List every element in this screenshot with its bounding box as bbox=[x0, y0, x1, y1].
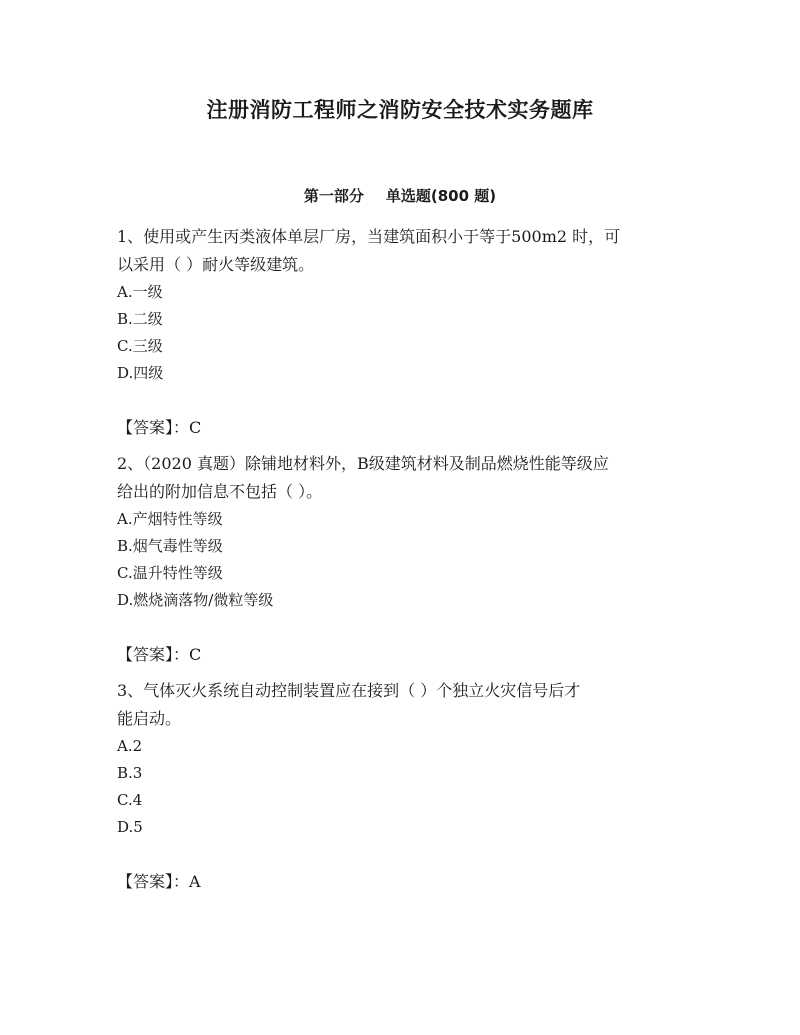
option-b: B.3 bbox=[117, 764, 143, 782]
option-list bbox=[117, 733, 677, 841]
question-stem-line: 2、（2020 真题）除铺地材料外，B级建筑材料及制品燃烧性能等级应 bbox=[117, 454, 609, 473]
option-a: A.2 bbox=[117, 737, 143, 755]
option-b: B.烟气毒性等级 bbox=[117, 537, 223, 555]
answer-value: A bbox=[189, 872, 201, 891]
answer-value: C bbox=[189, 418, 202, 437]
answer-line bbox=[117, 641, 677, 669]
option-list bbox=[117, 279, 677, 387]
section-name: 单选题(800 题) bbox=[385, 187, 497, 205]
option-list bbox=[117, 506, 677, 614]
option-d: D.燃烧滴落物/微粒等级 bbox=[117, 591, 274, 609]
option-c: C.温升特性等级 bbox=[117, 564, 223, 582]
question-stem-line: 1、使用或产生丙类液体单层厂房，当建筑面积小于等于500m2 时，可 bbox=[117, 227, 621, 246]
answer-label: 【答案】： bbox=[117, 872, 190, 891]
section-part: 第一部分 bbox=[303, 187, 364, 205]
question-stem bbox=[117, 450, 677, 506]
question-stem-line: 以采用（ ）耐火等级建筑。 bbox=[117, 255, 315, 274]
option-b: B.二级 bbox=[117, 310, 163, 328]
question-stem-line: 3、气体灭火系统自动控制装置应在接到（ ）个独立火灾信号后才 bbox=[117, 681, 581, 700]
answer-value: C bbox=[189, 645, 202, 664]
question-stem bbox=[117, 677, 677, 733]
question-stem bbox=[117, 223, 677, 279]
question-stem-line: 给出的附加信息不包括（ ）。 bbox=[117, 482, 323, 501]
option-a: A.产烟特性等级 bbox=[117, 510, 223, 528]
question-list bbox=[117, 223, 677, 904]
option-a: A.一级 bbox=[117, 283, 163, 301]
option-c: C.三级 bbox=[117, 337, 163, 355]
answer-label: 【答案】： bbox=[117, 645, 190, 664]
document-title: 注册消防工程师之消防安全技术实务题库 bbox=[206, 98, 594, 122]
answer-label: 【答案】： bbox=[117, 418, 190, 437]
section-heading bbox=[0, 182, 800, 210]
question-1 bbox=[117, 223, 677, 442]
option-d: D.5 bbox=[117, 818, 143, 836]
question-stem-line: 能启动。 bbox=[117, 709, 182, 728]
answer-line bbox=[117, 868, 677, 896]
question-3 bbox=[117, 677, 677, 896]
question-2 bbox=[117, 450, 677, 669]
option-c: C.4 bbox=[117, 791, 143, 809]
option-d: D.四级 bbox=[117, 364, 164, 382]
answer-line bbox=[117, 414, 677, 442]
